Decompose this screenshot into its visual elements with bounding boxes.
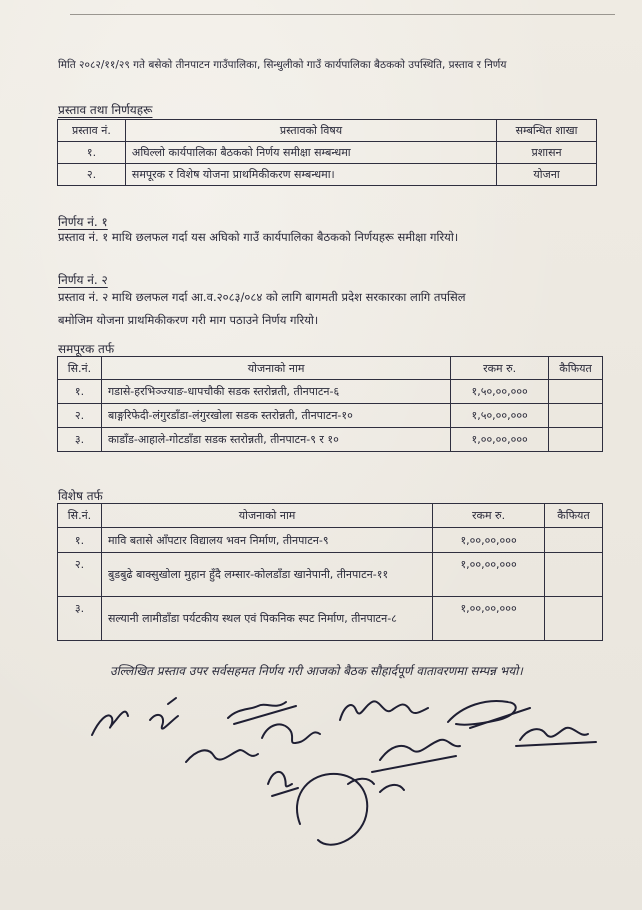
col-proposal-subject: प्रस्तावको विषय	[125, 120, 496, 142]
signatures-area	[0, 680, 642, 910]
signature-5	[262, 724, 320, 743]
table-row: ३. सल्यानी लामीडाँडा पर्यटकीय स्थल एवं पिकनिक स्पट निर्माण, तीनपाटन-८ १,००,००,०००	[58, 597, 603, 641]
decision2-line2: बमोजिम योजना प्राथमिकीकरण गरी माग पठाउने निर्णय गरियो।	[58, 313, 319, 327]
signature-3	[228, 702, 296, 724]
table-row: २. बाङ्गरिफेदी-लंगुरडाँडा-लंगुरखोला सडक स्तरोन्नती, तीनपाटन-१० १,५०,००,०००	[58, 404, 603, 428]
col-amount: रकम रु.	[451, 357, 549, 380]
decision2-line1: प्रस्ताव नं. २ माथि छलफल गर्दा आ.व.२०८३/०८४ को लागि बागमती प्रदेश सरकारका लागि तपसिल	[58, 290, 466, 304]
col-plan-name: योजनाको नाम	[101, 504, 432, 528]
supplementary-heading: समपूरक तर्फ	[58, 342, 115, 356]
signature-8	[372, 740, 460, 772]
special-table	[57, 503, 603, 641]
table-row: ३. काडाँड-आहाले-गोटडाँडा सडक स्तरोन्नती, तीनपाटन-९ र १० १,००,००,०००	[58, 428, 603, 452]
signature-1	[92, 712, 128, 735]
table-row: १. गडासे-हरभिञ्ज्याङ-धापचौकी सडक स्तरोन्नती, तीनपाटन-६ १,५०,००,०००	[58, 380, 603, 404]
proposals-table	[57, 119, 597, 186]
table-row: १. मावि बतासे आँपटार विद्यालय भवन निर्माण, तीनपाटन-९ १,००,००,०००	[58, 528, 603, 553]
closing-statement: उल्लिखित प्रस्ताव उपर सर्वसहमत निर्णय गरी आजको बैठक सौहार्दपूर्ण वातावरणमा सम्पन्न भयो।	[110, 664, 523, 678]
col-serial: सि.नं.	[58, 504, 102, 528]
proposals-heading: प्रस्ताव तथा निर्णयहरू	[58, 103, 153, 117]
signature-2	[150, 698, 178, 729]
col-plan-name: योजनाको नाम	[101, 357, 450, 380]
table-row: २. बुडबुढे बाक्सुखोला मुहान हुँदै लम्सार-कोलडाँडा खानेपानी, तीनपाटन-११ १,००,००,०००	[58, 553, 603, 597]
col-related-branch: सम्बन्धित शाखा	[497, 120, 597, 142]
col-serial: सि.नं.	[58, 357, 102, 380]
supplementary-table	[57, 356, 603, 452]
meeting-header: मिति २०८२/११/२९ गते बसेको तीनपाटन गाउँपालिका, सिन्धुलीको गाउँ कार्यपालिका बैठकको उपस्थिति, प्रस्ताव र निर्णय	[58, 59, 507, 71]
signature-4	[186, 750, 258, 762]
decision1-text: प्रस्ताव नं. १ माथि छलफल गर्दा यस अघिको गाउँ कार्यपालिका बैठकको निर्णयहरू समीक्षा गरियो।	[58, 230, 459, 244]
col-remarks: कैफियत	[545, 504, 603, 528]
table-row: १. अघिल्लो कार्यपालिका बैठकको निर्णय समीक्षा सम्बन्धमा प्रशासन	[58, 142, 597, 164]
col-proposal-no: प्रस्ताव नं.	[58, 120, 126, 142]
signature-9	[516, 728, 596, 746]
col-amount: रकम रु.	[433, 504, 545, 528]
top-rule	[70, 14, 615, 15]
decision1-heading: निर्णय नं. १	[58, 215, 108, 229]
signature-7	[448, 701, 530, 728]
table-row: २. समपूरक र विशेष योजना प्राथमिकीकरण सम्बन्धमा। योजना	[58, 164, 597, 186]
special-heading: विशेष तर्फ	[58, 489, 103, 503]
signature-10	[268, 772, 298, 796]
signature-11	[297, 774, 404, 845]
col-remarks: कैफियत	[549, 357, 603, 380]
decision2-heading: निर्णय नं. २	[58, 273, 108, 287]
signature-6	[340, 701, 428, 720]
